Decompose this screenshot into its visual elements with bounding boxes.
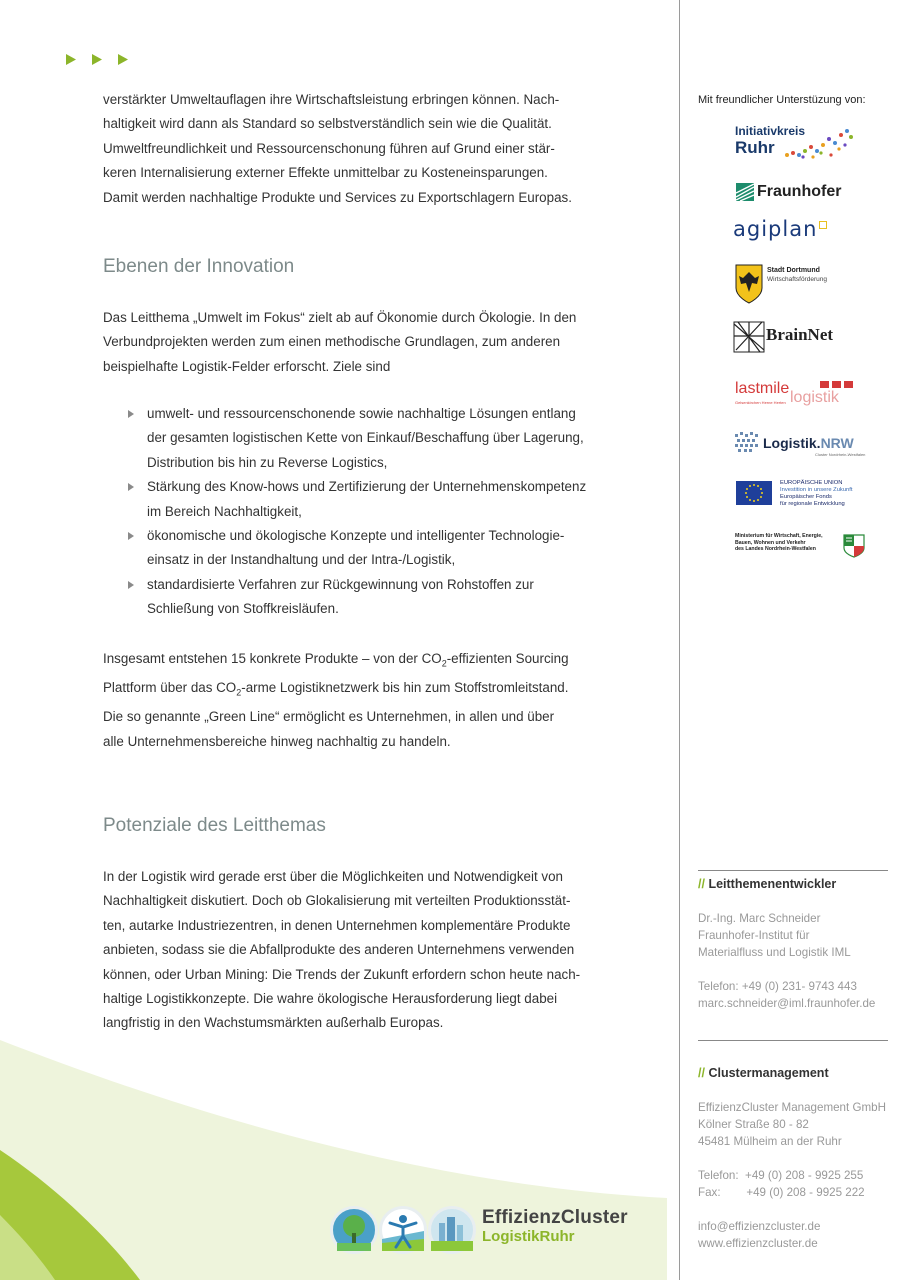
- logo-text: Fraunhofer: [757, 183, 842, 200]
- logo-text: [763, 435, 854, 451]
- intro-paragraph: [103, 88, 613, 210]
- text-line: [103, 676, 613, 705]
- logo-text: des Landes Nordrhein-Westfalen: [735, 546, 816, 552]
- text-line: Umweltfreundlichkeit und Ressourcenschonung führen auf Grund einer stär-: [103, 140, 555, 156]
- logo-text: agiplan: [733, 217, 818, 241]
- logo-text: Initiativkreis: [735, 124, 806, 138]
- logo-text-part: Logistik.: [763, 435, 821, 451]
- dots-wave-icon: [783, 125, 855, 161]
- slash-marker: //: [698, 877, 705, 891]
- tree-circle-icon: [330, 1206, 378, 1254]
- text-line: alle Unternehmensbereiche hinweg nachhaltig zu handeln.: [103, 733, 451, 749]
- agiplan-logo: [733, 217, 833, 245]
- cluster-heading: [698, 1066, 829, 1080]
- logo-text: für regionale Entwicklung: [780, 501, 845, 507]
- logo-text: Ministerium für Wirtschaft, Energie,: [735, 533, 823, 539]
- text-line: beispielhafte Logistik-Felder erforscht. Ziele sind: [103, 358, 391, 374]
- bullet-triangle-icon: [128, 410, 134, 418]
- section-divider: [698, 1040, 888, 1041]
- text-line: Schließung von Stoffkreisläufen.: [147, 601, 339, 617]
- logo-text: Ruhr: [735, 138, 775, 157]
- cluster-contact: EffizienzCluster Management GmbH Kölner Straße 80 - 82 45481 Mülheim an der Ruhr Telefon: +49 (0) 208 - 9925 255 Fax: +49 (0) 208 - 9925 222 info@effizienzcluster.de www.effizienzcluster.de: [698, 1101, 886, 1250]
- dortmund-shield-icon: [735, 264, 763, 304]
- text-line: langfristig in den Wachstumsmärkten außerhalb Europas.: [103, 1015, 444, 1031]
- logo-text: logistik: [790, 389, 839, 406]
- text-line: umwelt- und ressourcenschonende sowie nachhaltige Lösungen entlang: [147, 406, 576, 421]
- text-fragment: -arme Logistiknetzwerk bis hin zum Stoffstromleitstand.: [241, 680, 569, 696]
- text-line: haltigkeit wird dann als Standard so selbstverständlich sein wie die Qualität.: [103, 116, 552, 132]
- ministry-nrw-logo: [735, 533, 870, 561]
- section-divider: [698, 870, 888, 871]
- developer-contact: Dr.-Ing. Marc Schneider Fraunhofer-Institut für Materialfluss und Logistik IML Telefon: +49 (0) 231- 9743 443 marc.schneider@iml.fraunhofer.de: [698, 912, 876, 1010]
- text-line: im Bereich Nachhaltigkeit,: [147, 503, 302, 519]
- list-item: [128, 402, 628, 475]
- eu-flag-icon: [736, 481, 772, 505]
- text-line: Distribution bis hin zu Reverse Logistics,: [147, 454, 388, 470]
- initiativkreis-ruhr-logo: [735, 125, 855, 163]
- logo-text: Wirtschaftsförderung: [767, 276, 827, 283]
- logo-text: Bauen, Wohnen und Verkehr: [735, 539, 806, 546]
- bullet-triangle-icon: [128, 483, 134, 491]
- logo-text: Investition in unsere Zukunft: [780, 487, 853, 493]
- potentials-paragraph: [103, 865, 613, 1036]
- bullet-triangle-icon: [128, 532, 134, 540]
- subscript: 2: [236, 687, 242, 698]
- goals-list: [128, 402, 628, 622]
- red-squares-icon: [820, 381, 856, 389]
- logo-text: EUROPÄISCHE UNION: [780, 480, 843, 486]
- brand-subname: LogistikRuhr: [482, 1228, 575, 1245]
- pixel-grid-icon: [735, 432, 761, 456]
- logo-text: Cluster Nordrhein-Westfalen: [815, 452, 866, 457]
- text-line: ökonomische und ökologische Konzepte und intelligenter Technologie-: [147, 528, 565, 544]
- square-icon: [819, 221, 827, 229]
- eu-text-block: [780, 480, 853, 508]
- fraunhofer-mark-icon: [736, 183, 754, 201]
- logo-text: Europäischer Fonds: [780, 494, 832, 500]
- bullet-triangle-icon: [128, 581, 134, 589]
- summary-paragraph: [103, 647, 613, 754]
- text-line: Nachhaltigkeit diskutiert. Doch ob Glokalisierung mit verteilten Produktionsstät-: [103, 893, 571, 909]
- text-fragment: Insgesamt entstehen 15 konkrete Produkte – von der CO: [103, 651, 442, 666]
- lastmile-logistik-logo: [735, 380, 860, 410]
- logistik-nrw-logo: [735, 432, 866, 460]
- stadt-dortmund-logo: [735, 264, 865, 304]
- text-fragment: Plattform über das CO: [103, 680, 237, 696]
- list-item: [128, 573, 628, 622]
- text-line: der gesamten logistischen Kette von Einkauf/Beschaffung über Lagerung,: [147, 430, 584, 446]
- logo-text: lastmile: [735, 380, 790, 397]
- text-line: [103, 647, 613, 676]
- brand-name: EffizienzCluster: [482, 1207, 628, 1228]
- heading-text: Clustermanagement: [708, 1066, 829, 1080]
- heading-text: Leitthemenentwickler: [708, 877, 837, 891]
- person-circle-icon: [379, 1206, 427, 1254]
- city-circle-icon: [428, 1206, 476, 1254]
- text-line: keren Internalisierung externer Effekte unmittelbar zu Kosteneinsparungen.: [103, 165, 548, 181]
- innovation-paragraph: [103, 306, 613, 379]
- arrow-markers-icon: [66, 53, 136, 67]
- support-title: Mit freundlicher Unterstüzung von:: [698, 94, 866, 106]
- text-line: können, oder Urban Mining: Die Trends der Zukunft erfordern schon heute nach-: [103, 966, 581, 982]
- text-line: Verbundprojekten werden zum einen methodische Grundlagen, zum anderen: [103, 334, 561, 350]
- slash-marker: //: [698, 1066, 705, 1080]
- text-line: einsatz in der Instandhaltung und der Intra-/Logistik,: [147, 552, 456, 568]
- logo-text: Gelsenkirchen Herne Herten: [735, 400, 786, 405]
- brainnet-mark-icon: [732, 320, 766, 354]
- text-line: Damit werden nachhaltige Produkte und Services zu Exportschlagern Europas.: [103, 189, 572, 205]
- list-item: [128, 524, 628, 573]
- logo-text: BrainNet: [766, 325, 834, 344]
- logo-text: Stadt Dortmund: [767, 267, 820, 274]
- subscript: 2: [441, 658, 447, 669]
- brainnet-logo: [732, 320, 852, 356]
- effizienzcluster-brand: [482, 1208, 628, 1246]
- text-line: haltige Logistikkonzepte. Die wahre ökologische Herausforderung liegt dabei: [103, 991, 558, 1007]
- logo-text-part: NRW: [820, 435, 854, 451]
- text-line: standardisierte Verfahren zur Rückgewinnung von Rohstoffen zur: [147, 576, 534, 592]
- fraunhofer-logo: [736, 182, 856, 204]
- text-line: Das Leitthema „Umwelt im Fokus“ zielt ab auf Ökonomie durch Ökologie. In den: [103, 310, 577, 325]
- sidebar-divider: [679, 0, 680, 1280]
- text-line: Stärkung des Know-hows und Zertifizierung der Unternehmenskompetenz: [147, 479, 587, 495]
- section-heading-potentials: Potenziale des Leitthemas: [103, 815, 326, 836]
- text-line: verstärkter Umweltauflagen ihre Wirtschaftsleistung erbringen können. Nach-: [103, 92, 560, 107]
- eu-efre-logo: [736, 481, 876, 509]
- nrw-coat-of-arms-icon: [843, 534, 865, 558]
- developer-heading: [698, 877, 836, 891]
- section-heading-innovation: Ebenen der Innovation: [103, 256, 295, 277]
- text-fragment: -effizienten Sourcing: [446, 651, 569, 666]
- text-line: ten, autarke Industriezentren, in denen Unternehmen komplementäre Produkte: [103, 917, 571, 933]
- text-line: Die so genannte „Green Line“ ermöglicht es Unternehmen, in allen und über: [103, 709, 555, 725]
- text-line: anbieten, sodass sie die Abfallprodukte des anderen Unternehmens verwenden: [103, 942, 575, 958]
- list-item: [128, 475, 628, 524]
- text-line: In der Logistik wird gerade erst über die Möglichkeiten und Notwendigkeit von: [103, 869, 564, 884]
